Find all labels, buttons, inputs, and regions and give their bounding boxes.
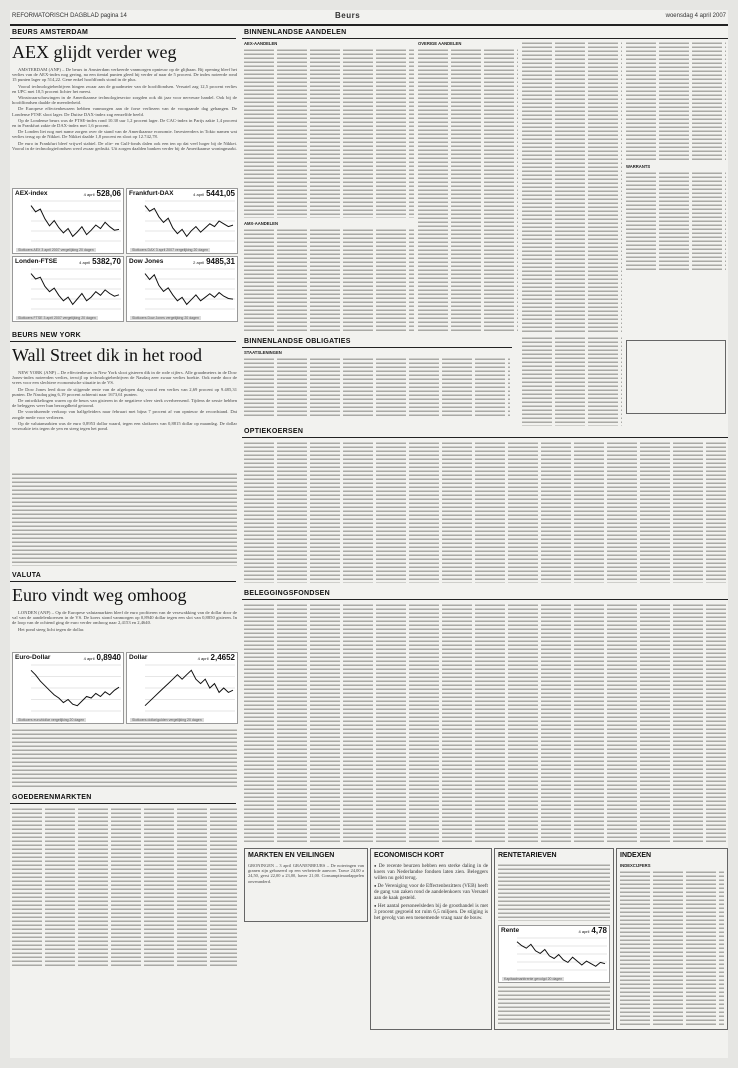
section-optiekoersen: OPTIEKOERSEN [244,428,304,435]
indexen-box [616,848,728,1030]
newyork-paragraph: NEW YORK (ANP) – De effectenbeurs in New York sloot gisteren dik in de rode cijfers. Alle graadmeters in de Dow Jones-index noteerden verlies, terwijl op technologiebedrijven de Nasdaq zeer zwaar verlies boekte. Ook mede door de vrees voor een slechtere economische situatie in de VS. [12,370,237,386]
chart-date: 4 april [578,929,590,934]
rente-chart [498,925,610,983]
headline-newyork: Wall Street dik in het rood [12,345,203,365]
vreemd-geld-table [12,728,237,788]
koersen-table [522,336,622,426]
amsterdam-paragraph: De Europese effectenbeurzen hebben vanmorgen aan de forse verliezen van de voorgaande dag gehangen. De Londense FTSE sloot lager. De Duitse DAX-index zag eenzelfde beeld. [12,106,237,117]
chart-caption: Slotkoers FTSE 3 april 2007 vergelijking 20 dagen [18,316,96,320]
optiekoersen-table [244,441,726,583]
chart-title: AEX-index [15,190,48,197]
rentetarieven-table [498,863,610,921]
chart-title: Frankfurt-DAX [129,190,174,197]
section-valuta: VALUTA [12,572,42,579]
amx-aandelen-table [244,228,414,332]
chart-value: 4 april 528,06 [83,189,121,198]
section-goederenmarkten: GOEDERENMARKTEN [12,794,92,801]
header-rule [10,24,728,26]
newyork-paragraph: De voortdurende verkoop van halfgeleiders naar februari met bijna 7 procent af van opnieuw de recordstand. Dat zorgde mede voor verliezen. [12,409,237,420]
line-chart [501,936,607,972]
newyork-paragraph: Op de valutamarkten was de euro 0,8953 dollar waard, tegen een slotkoers van 0,8815 dollar op maandag. De dollar verzwakte iets tegen de yen en steeg tegen het pond. [12,420,237,432]
section-rule [242,38,728,39]
amsterdam-paragraph: De euro in Frankfurt bleef vrijwel stabiel. De olie- en Gulf-fonds dalen ook een ten op dat veel hoger bij de Nikkei. Vooral in de technologiefondsen werd zwaar gedrukt. Uit zorgen daalden banken verder bij de Amerikaanse woningmarkt. [12,140,237,151]
economisch-kort-item: ● De recente beurzen hebben een sterke daling in de koers van Nederlandse fondsen laten zien. Beleggers willen nu geld terug. [374,863,488,881]
chart-caption: Slotkoers AEX 3 april 2007 vergelijking 20 dagen [18,248,94,252]
chart-date: 4 april [197,656,209,661]
section-rule [242,347,512,348]
section-binnenlandse-aandelen: BINNENLANDSE AANDELEN [244,29,347,36]
beleggingsfondsen-table [244,603,726,843]
aex-aandelen-table [244,48,414,218]
chart-date: 4 april [193,192,205,197]
chart-title: Euro-Dollar [15,654,51,661]
goederenmarkten-table [12,807,237,967]
section-beleggingsfondsen: BELEGGINGSFONDSEN [244,590,330,597]
chart-value: 4 april 4,78 [578,926,607,935]
newyork-paragraph: De Dow Jones leed door de stijgende rente van de afgelopen dag vooral een verlies van 2,69 procent op 9.485,31 punten. De Nasdaq ging 6,19 procent achteruit naar 1673,61 punten. [12,386,237,397]
chart-value: 4 april 5441,05 [193,189,235,198]
page-header [10,10,728,24]
aex-aandelen-label: AEX-AANDELEN [244,41,278,46]
chart-date: 4 april [83,656,95,661]
chart-title: Dollar [129,654,148,661]
markten-text: GRONINGEN – 3 april GRANENBEURS – De noteringen van granen zijn gebaseerd op een verbeterde aanvoer. Tarwe 24,00 a 24,50, gerst 22,00 a 23,00, haver 21,00. Consumptieaardappelen onveranderd. [248,863,364,884]
chart-title: Londen-FTSE [15,258,58,265]
article-amsterdam [12,67,237,182]
chart-caption: Kapitaalmarktrente gevolgd 20 dagen [504,977,563,981]
warrants-label: WARRANTS [626,164,651,169]
valuta-paragraph: LONDEN (ANP) – Op de Europese valutamarkten bleef de euro profiteren van de verzwakking van de dollar door de val van de aandelenkoersen in de VS. De koers stond vanmorgen op 0,8940 dollar tegen een slot van 0,8850 gisteren. In de loop van de ochtend ging de euro verder omhoog naar 2,4153 en 2,4640. [12,610,237,626]
chart-caption: Slotkoers euro/dollar vergelijking 20 dagen [18,718,85,722]
chart-date: 2 april [193,260,205,265]
staatsleningen-label: STAATSLENINGEN [244,350,282,355]
amsterdam-paragraph: Op de Londense beurs was de FTSE-index rond 10.30 uur 1,2 procent lager. De CAC-index in Parijs zakte 1,4 procent en in Frankfurt zakte de DAX-index met 1,6 procent. [12,117,237,129]
economisch-kort-item: ● De Vereniging voor de Effectenbezitters (VEB) heeft de gang van zaken rond de aandelenkoers van Versatel aan de kaak gesteld. [374,883,488,901]
overige-aandelen-table-3 [626,41,726,161]
line-chart [129,267,235,311]
section-rule [10,581,236,582]
chart-value: 2 april 9485,31 [193,257,235,266]
line-chart [15,267,121,311]
section-rule [242,437,728,438]
chart-title: Rente [501,927,520,934]
indexcijfers-label: INDEXCIJFERS [620,863,651,868]
line-chart [129,663,235,713]
rentetarieven-title: RENTETARIEVEN [498,852,557,859]
chart-date: 4 april [79,260,91,265]
indexen-table [620,870,724,1025]
rentetarieven-box [494,848,614,1030]
chart-caption: Slotkoers dollar/gulden vergelijking 20 dagen [132,718,202,722]
markten-box [244,848,368,922]
line-chart [129,199,235,243]
overige-aandelen-label: OVERIGE AANDELEN [418,41,462,46]
headline-amsterdam: AEX glijdt verder weg [12,42,177,62]
chart-date: 4 april [83,192,95,197]
economisch-kort-item: ● Het aantal personeelsleden bij de groothandel is met 3 procent gegroeid tot ruim 6,5 miljoen. De stijging is het gevolg van een toenemende vraag naar de bouw. [374,903,488,921]
amx-aandelen-label: AMX-AANDELEN [244,221,278,226]
chart-title: Dow Jones [129,258,164,265]
section-rule [10,341,236,342]
header-publication: REFORMATORISCH DAGBLAD pagina 14 [12,13,127,19]
markten-title: MARKTEN EN VEILINGEN [248,852,335,859]
section-rule [10,803,236,804]
section-binnenlandse-obligaties: BINNENLANDSE OBLIGATIES [244,338,351,345]
section-rule [10,38,236,39]
aex-chart [12,188,124,254]
article-newyork [12,370,237,465]
valuta-paragraph: Het pond steeg licht tegen de dollar. [18,626,85,632]
economisch-kort-box [370,848,492,1030]
newyork-paragraph: De ontwikkelingen waren op de beurs van gisteren in de negatieve sfeer sterk overheersend. Tijdens de sessie hebben de beleggers weer hun bezorgdheid getoond. [12,398,237,409]
section-beurs-amsterdam: BEURS AMSTERDAM [12,29,89,36]
warrants-table [626,171,726,271]
euro-dollar-chart [12,652,124,724]
amerikaanse-koersen-table [12,472,237,566]
amsterdam-paragraph: De Londen liet nog met name zorgen over de stand van de Amerikaanse economie. Investeerders in Tokio namen wat verlies terug op de Nikkei. De Nikkei daalde 1,8 procent en sloot op 12.742,78. [12,129,237,140]
headline-valuta: Euro vindt weg omhoog [12,585,187,605]
afkortingen-box [626,340,726,414]
dollar-chart [126,652,238,724]
chart-value: 4 april 2,4652 [197,653,235,662]
chart-value: 4 april 0,8940 [83,653,121,662]
dax-chart [126,188,238,254]
indexen-title: INDEXEN [620,852,652,859]
header-date: woensdag 4 april 2007 [665,13,726,19]
overige-aandelen-table-1 [418,48,518,332]
overige-aandelen-table-2 [522,41,622,332]
chart-caption: Slotkoers Dow Jones vergelijking 20 dagen [132,316,199,320]
header-section-title: Beurs [335,11,361,20]
amsterdam-paragraph: Vooral technologiebedrijven hingen zwaar aan de graadmeter van de hoofdfondsen. Versatel zag 12,5 procent verlies en UPC met 10,5 procent lichter het meest. [12,83,237,94]
newspaper-page [10,10,728,1058]
section-rule [242,599,728,600]
amsterdam-paragraph: Winstwaarschuwingen in de Amerikaanse technologiesector zorgden ook dit jaar voor nerveuze handel. Ook bij de hoofdfondsen daalde de meerderheid. [12,95,237,106]
chart-value: 4 april 5382,70 [79,257,121,266]
economisch-kort-title: ECONOMISCH KORT [374,852,444,859]
ftse-chart [12,256,124,322]
dowjones-chart [126,256,238,322]
rentetarieven-table-2 [498,985,610,1025]
article-valuta [12,610,237,646]
line-chart [15,199,121,243]
chart-caption: Slotkoers DAX 3 april 2007 vergelijking 20 dagen [132,248,209,252]
economisch-kort-text [374,863,488,1027]
line-chart [15,663,121,713]
amsterdam-paragraph: AMSTERDAM (ANP) – De beurs in Amsterdam verkeerde vanmorgen opnieuw op de glijbaan. Bij opening bleef het verlies van de AEX-index nog gering, na een tiental punten gleed hij verder af naar de 5 procent. De index noteerde rond 15 punten lager op 514,22. Gene enkel hoofdfonds stond in de plus. [12,67,237,83]
obligaties-table [244,357,510,417]
section-beurs-newyork: BEURS NEW YORK [12,332,82,339]
